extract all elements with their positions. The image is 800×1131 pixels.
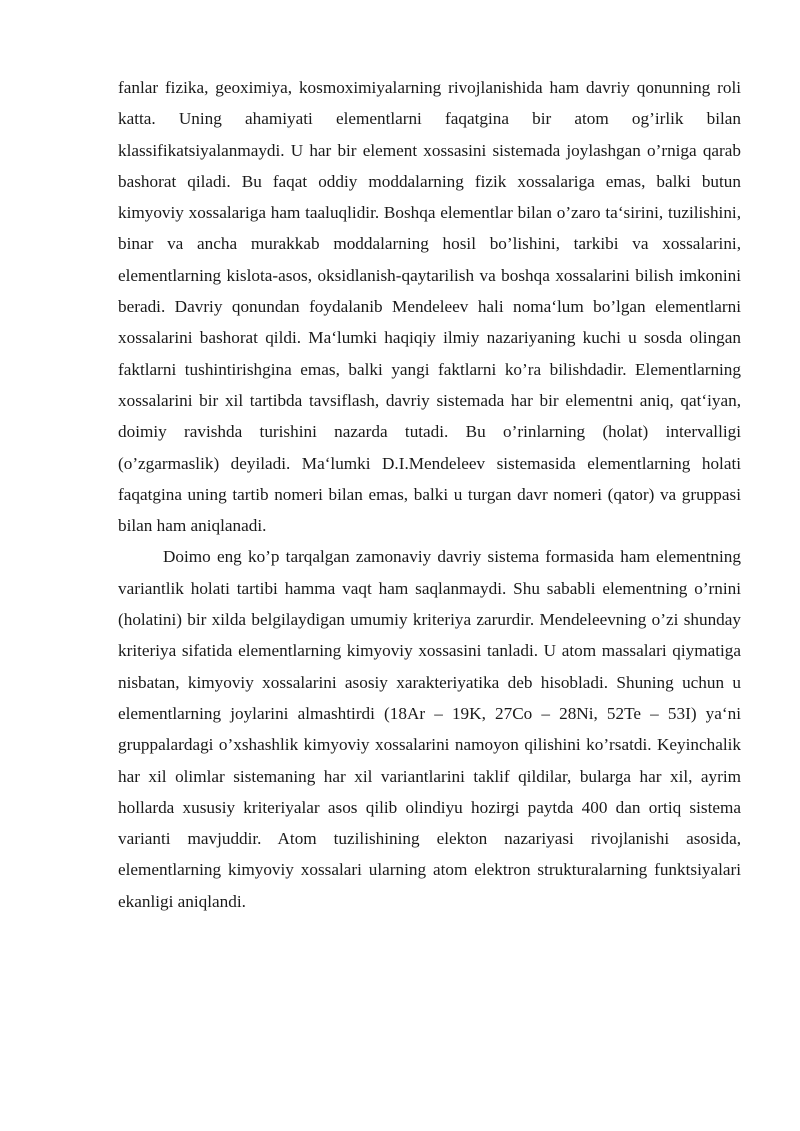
- document-page: [118, 72, 741, 917]
- paragraph-periodic-law-role: fanlar fizika, geoximiya, kosmoximiyalarning rivojlanishida ham davriy qonunning roli katta. Uning ahamiyati elementlarni faqatgina bir atom og’irlik bilan klassifikatsiyalanmaydi. U har bir element xossasini sistemada joylashgan o’rniga qarab bashorat qiladi. Bu faqat oddiy moddalarning fizik xossalariga emas, balki butun kimyoviy xossalariga ham taaluqlidir. Boshqa elementlar bilan o’zaro ta‘sirini, tuzilishini, binar va ancha murakkab moddalarning hosil bo’lishini, tarkibi va xossalarini, elementlarning kislota-asos, oksidlanish-qaytarilish va boshqa xossalarini bilish imkonini beradi. Davriy qonundan foydalanib Mendeleev hali noma‘lum bo’lgan elementlarni xossalarini bashorat qildi. Ma‘lumki haqiqiy ilmiy nazariyaning kuchi u sosda olingan faktlarni tushintirishgina emas, balki yangi faktlarni ko’ra bilishdadir. Elementlarning xossalarini bir xil tartibda tavsiflash, davriy sistemada har bir elementni aniq, qat‘iyan, doimiy ravishda turishini nazarda tutadi. Bu o’rinlarning (holat) intervalligi (o’zgarmaslik) deyiladi. Ma‘lumki D.I.Mendeleev sistemasida elementlarning holati faqatgina uning tartib nomeri bilan emas, balki u turgan davr nomeri (qator) va gruppasi bilan ham aniqlanadi.: [118, 78, 741, 536]
- paragraph-periodic-system-variants: Doimo eng ko’p tarqalgan zamonaviy davriy sistema formasida ham elementning variantlik holati tartibi hamma vaqt ham saqlanmaydi. Shu sababli elementning o’rnini (holatini) bir xilda belgilaydigan umumiy kriteriya zarurdir. Mendeleevning o’zi shunday kriteriya sifatida elementlarning kimyoviy xossasini tanladi. U atom massalari qiymatiga nisbatan, kimyoviy xossalarini asosiy xarakteriyatika deb hisobladi. Shuning uchun u elementlarning joylarini almashtirdi (18Ar – 19K, 27Co – 28Ni, 52Te – 53I) ya‘ni gruppalardagi o’xshashlik kimyoviy xossalarini namoyon qilishini ko’rsatdi. Keyinchalik har xil olimlar sistemaning har xil variantlarini taklif qildilar, bularga har xil, ayrim hollarda xususiy kriteriyalar asos qilib olindiyu hozirgi paytda 400 dan ortiq sistema varianti mavjuddir. Atom tuzilishining elekton nazariyasi rivojlanishi asosida, elementlarning kimyoviy xossalari ularning atom elektron strukturalarning funktsiyalari ekanligi aniqlandi.: [118, 547, 741, 911]
